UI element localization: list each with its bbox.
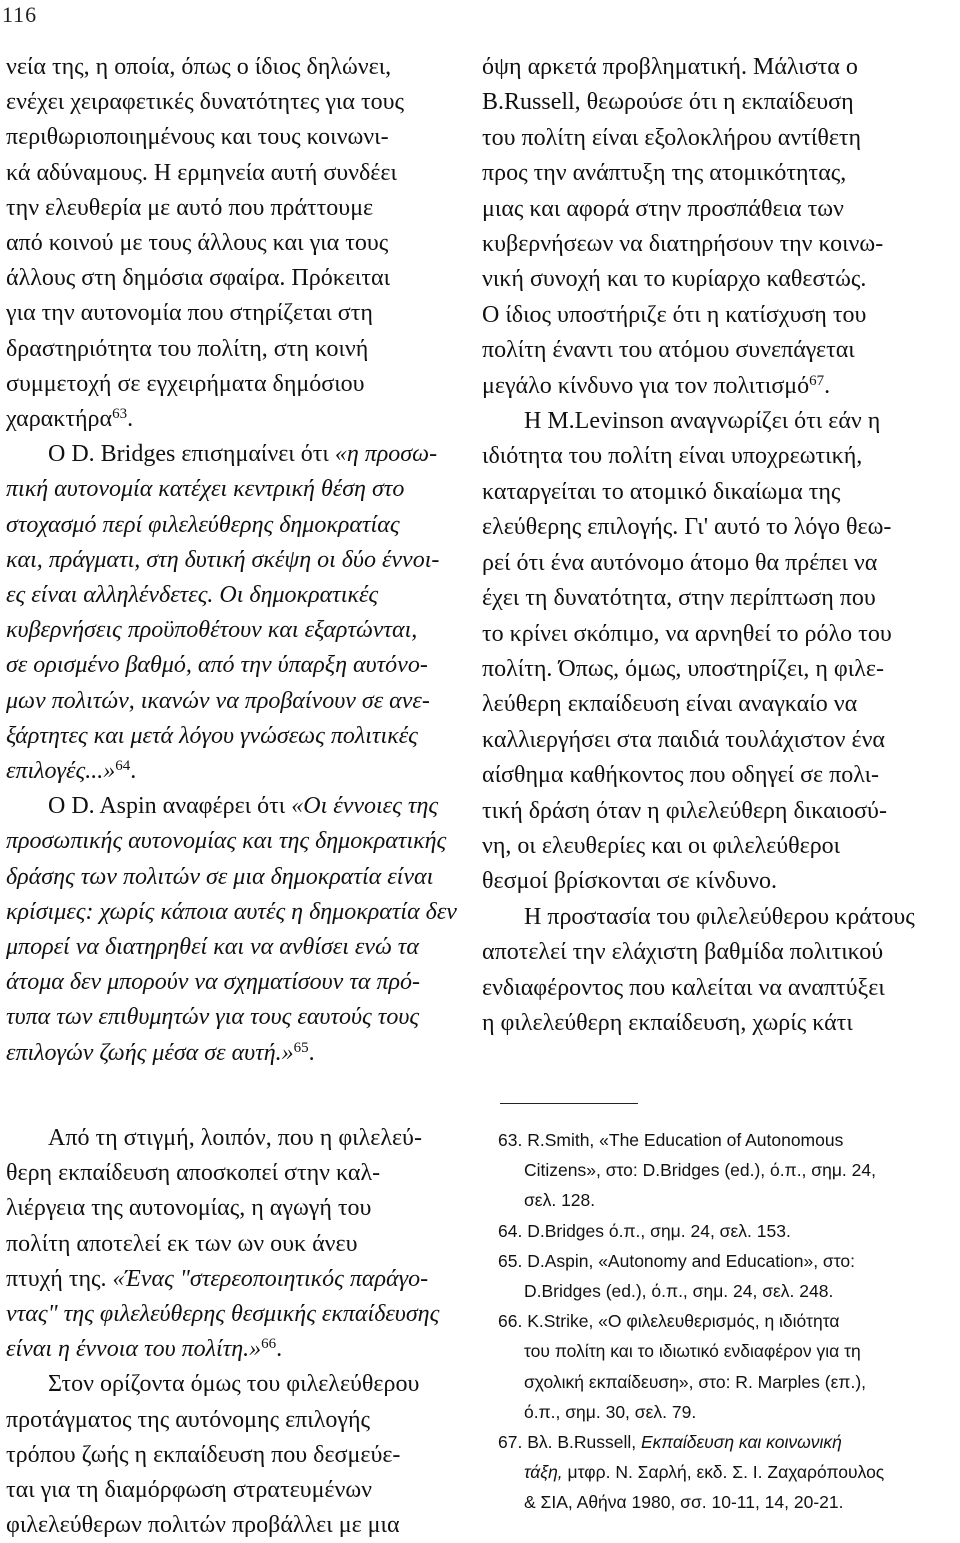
paragraph-2-bridges-quote: O D. Bridges επισημαίνει ότι «η προσω- πική αυτονομία κατέχει κεντρική θέση στο στοχασμό περί φιλελεύθερης δημοκρατίας και, πράγματι, στη δυτική σκέψη οι δύο έννοι- ες είναι αλληλένδετες. Οι δημοκρατικές κυβερνήσεις προϋποθέτουν και εξαρτώνται, σε ορισμένο βαθμό, από την ύπαρξη αυτόνο- μων πολιτών, ικανών να προβαίνουν σε ανε- ξάρτητες και μετά λόγου γνώσεως πολιτικές επιλογές...»$^{64}$. (6, 441, 440, 785)
footnote-65: 65. D.Aspin, «Autonomy and Education», στο: D.Bridges (ed.), ό.π., σημ. 24, σελ. 248. (498, 1250, 855, 1302)
footnote-64: 64. D.Bridges ό.π., σημ. 24, σελ. 153. (498, 1220, 791, 1241)
paragraph-liberal-state: Η προστασία του φιλελεύθερου κράτους αποτελεί την ελάχιστη βαθμίδα πολιτικού ενδιαφέροντος που καλείται να αναπτύξει η φιλελεύθερη εκπαίδευση, χωρίς κάτι (482, 903, 915, 1036)
footnote-ref-63[interactable]: 63 (112, 406, 128, 423)
paragraph-3-aspin-quote: O D. Aspin αναφέρει ότι «Οι έννοιες της προσωπικής αυτονομίας και της δημοκρατικής δράσης των πολιτών σε μια δημοκρατία είναι κρίσιμες: χωρίς κάποια αυτές η δημοκρατία δεν μπορεί να διατηρηθεί και να ανθίσει ενώ τα άτομα δεν μπορούν να σχηματίσουν τα πρό- τυπα των επιθυμητών για τους εαυτούς τους επιλογών ζωής μέσα σε αυτή.»$^{65}$. (6, 793, 457, 1066)
page-number: 116 (2, 2, 38, 27)
footnote-ref-66[interactable]: 66 (261, 1336, 277, 1353)
paragraph-levinson: Η M.Levinson αναγνωρίζει ότι εάν η ιδιότητα του πολίτη είναι υποχρεωτική, καταργείται το ατομικό δικαίωμα της ελεύθερης επιλογής. Γι' αυτό το λόγο θεω- ρεί ότι ένα αυτόνομο άτομο θα πρέπει να έχει τη δυνατότητα, στην περίπτωση που το κρίνει σκόπιμο, να αρνηθεί το ρόλο του πολίτη. Όπως, όμως, υποστηρίζει, η φιλε- λεύθερη εκπαίδευση είναι αναγκαίο να καλλιεργήσει στα παιδιά τουλάχιστον ένα αίσθημα καθήκοντος που οδηγεί σε πολι- τική δράση όταν η φιλελεύθερη δικαιοσύ- νη, οι ελευθερίες και οι φιλελεύθεροι θεσμοί βρίσκονται σε κίνδυνο. (482, 408, 892, 895)
right-column (482, 50, 958, 1041)
footnote-67: 67. Βλ. B.Russell, Εκπαίδευση και κοινωνική τάξη, μτφρ. Ν. Σαρλή, εκδ. Σ. Ι. Ζαχαρόπουλος & ΣΙΑ, Αθήνα 1980, σσ. 10-11, 14, 20-21. (498, 1432, 885, 1513)
footnote-ref-67[interactable]: 67 (809, 372, 825, 389)
footnote-ref-65[interactable]: 65 (293, 1039, 309, 1056)
paragraph-4: Από τη στιγμή, λοιπόν, που η φιλελεύ- θερη εκπαίδευση αποσκοπεί στην καλ- λιέργεια της αυτονομίας, η αγωγή του πολίτη αποτελεί εκ των ων ουκ άνευ πτυχή της. «Ένας "στερεοποιητικός παράγο- ντας" της φιλελεύθερης θεσμικής εκπαίδευσης είναι η έννοια του πολίτη.»$^{66}$. (6, 1124, 440, 1363)
footnote-63: 63. R.Smith, «The Education of Autonomous Citizens», στο: D.Bridges (ed.), ό.π., σημ. 24, σελ. 128. (498, 1130, 876, 1211)
paragraph-5: Στον ορίζοντα όμως του φιλελεύθερου προτάγματος της αυτόνομης επιλογής τρόπου ζωής η εκπαίδευση που δεσμεύε- ται για τη διαμόρφωση στρατευμένων φιλελεύθερων πολιτών προβάλλει με μια (6, 1371, 420, 1539)
footnote-66: 66. K.Strike, «Ο φιλελευθερισμός, η ιδιότητα του πολίτη και το ιδιωτικό ενδιαφέρον για τη σχολική εκπαίδευση», στο: R. Marples (επ.), ό.π., σημ. 30, σελ. 79. (498, 1311, 867, 1422)
paragraph-russell: όψη αρκετά προβληματική. Μάλιστα ο B.Russell, θεωρούσε ότι η εκπαίδευση του πολίτη είναι εξολοκλήρου αντίθετη προς την ανάπτυξη της ατομικότητας, μιας και αφορά στην προσπάθεια των κυβερνήσεων να διατηρήσουν την κοινω- νική συνοχή και το κυρίαρχο καθεστώς. Ο ίδιος υποστήριζε ότι η κατίσχυση του πολίτη έναντι του ατόμου συνεπάγεται μεγάλο κίνδυνο για τον πολιτισμό$^{67}$. (482, 54, 884, 399)
left-column (6, 50, 472, 1543)
footnotes (498, 1125, 958, 1518)
footnote-ref-64[interactable]: 64 (115, 758, 131, 775)
paragraph-1: νεία της, η οποία, όπως ο ίδιος δηλώνει, ενέχει χειραφετικές δυνατότητες για τους περιθωριοποιημένους και τους κοινωνι- κά αδύναμους. Η ερμηνεία αυτή συνδέει την ελευθερία με αυτό που πράττουμε από κοινού με τους άλλους και για τους άλλους στη δημόσια σφαίρα. Πρόκειται για την αυτονομία που στηρίζεται στη δραστηριότητα του πολίτη, στη κοινή συμμετοχή σε εγχειρήματα δημόσιου χαρακτήρα$^{63}$. (6, 54, 404, 433)
footnote-separator (500, 1103, 638, 1104)
